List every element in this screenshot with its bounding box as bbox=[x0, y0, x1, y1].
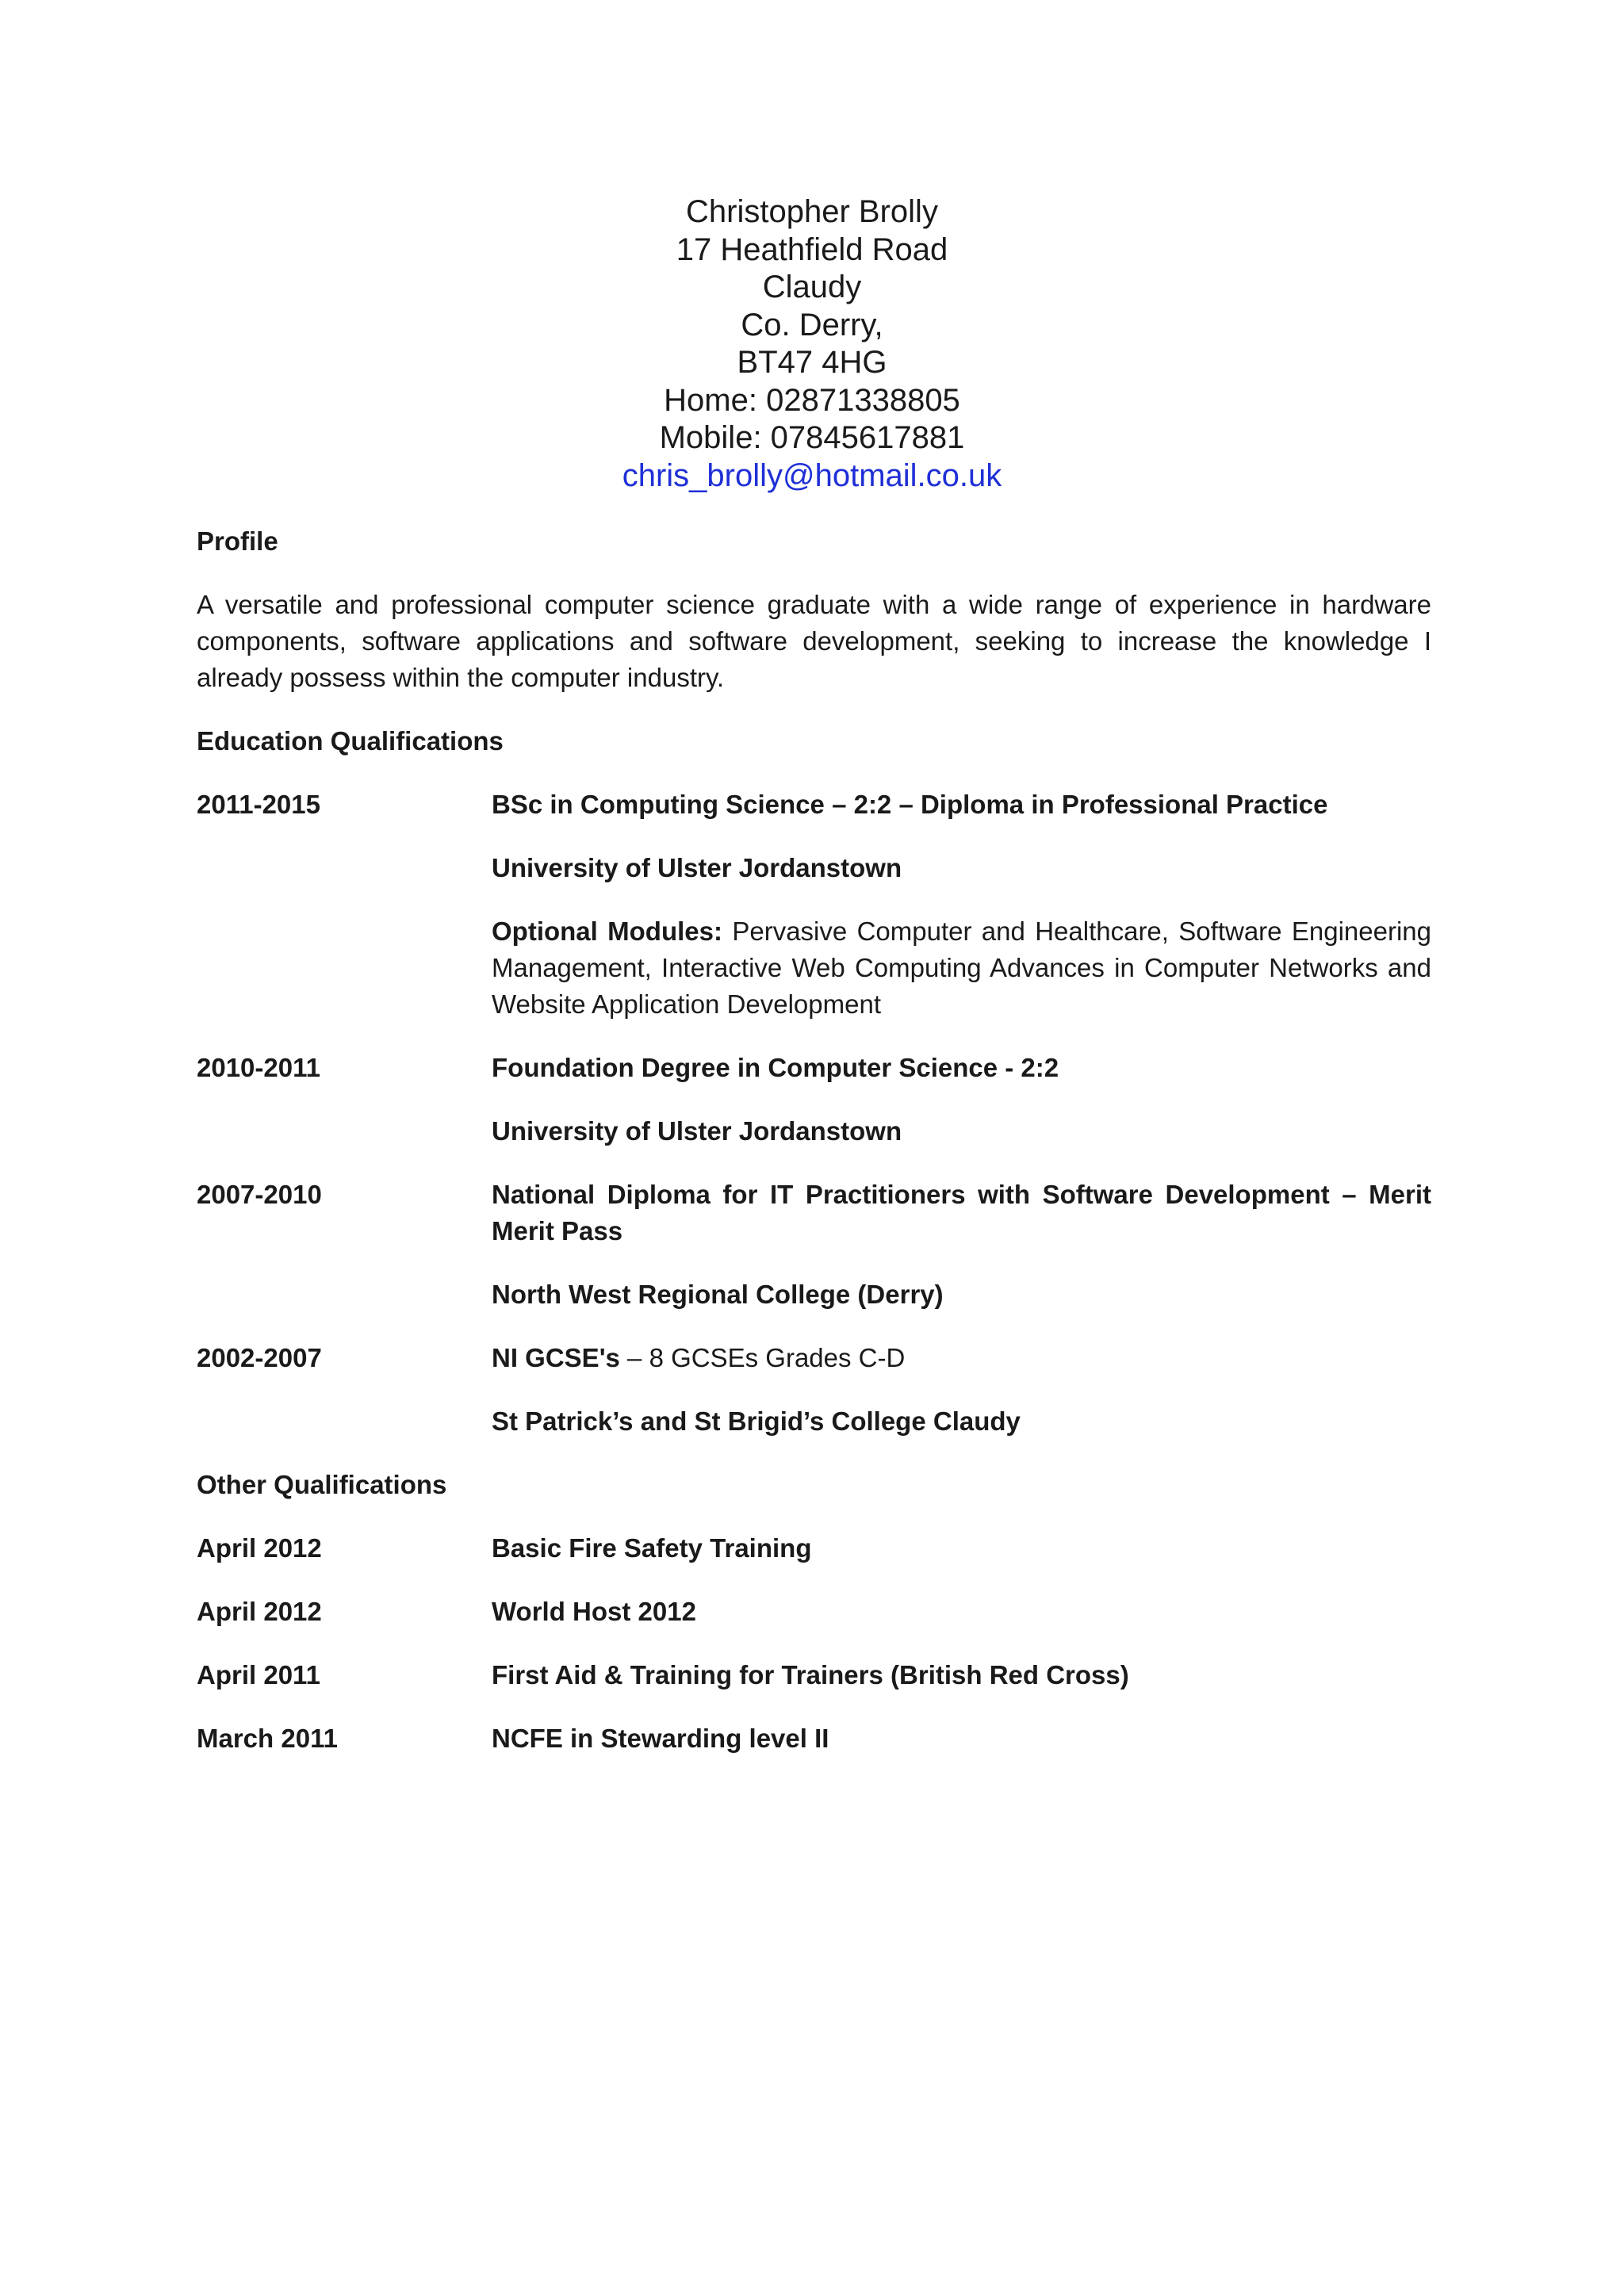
education-title-bold: NI GCSE's bbox=[492, 1343, 620, 1372]
profile-heading: Profile bbox=[197, 526, 278, 556]
education-entry bbox=[197, 786, 1431, 1023]
education-date: 2007-2010 bbox=[197, 1180, 322, 1209]
profile-text: A versatile and professional computer science graduate with a wide range of experience in hardware components, software applications and software development, seeking to increase the knowledge I already possess within the computer industry. bbox=[197, 590, 1431, 692]
other-title: Basic Fire Safety Training bbox=[492, 1533, 812, 1563]
contact-name: Christopher Brolly bbox=[686, 194, 938, 229]
postcode: BT47 4HG bbox=[737, 345, 887, 380]
other-date: April 2012 bbox=[197, 1533, 322, 1563]
other-title: World Host 2012 bbox=[492, 1597, 696, 1626]
other-date: March 2011 bbox=[197, 1724, 338, 1753]
education-date: 2002-2007 bbox=[197, 1343, 322, 1372]
address-line-3: Co. Derry, bbox=[741, 307, 883, 342]
education-date: 2011-2015 bbox=[197, 790, 320, 819]
other-entry bbox=[197, 1530, 1431, 1567]
education-title: National Diploma for IT Practitioners with Software Development – Merit Merit Pass bbox=[492, 1180, 1431, 1246]
mobile-phone: Mobile: 07845617881 bbox=[659, 420, 965, 455]
education-title bbox=[492, 1340, 1431, 1376]
education-heading: Education Qualifications bbox=[197, 726, 504, 756]
other-title: NCFE in Stewarding level II bbox=[492, 1724, 829, 1753]
education-title: Foundation Degree in Computer Science - 2:2 bbox=[492, 1053, 1059, 1082]
other-title: First Aid & Training for Trainers (British Red Cross) bbox=[492, 1660, 1129, 1689]
home-phone: Home: 02871338805 bbox=[664, 382, 960, 418]
education-institution: North West Regional College (Derry) bbox=[492, 1280, 944, 1309]
education-title-suffix: – 8 GCSEs Grades C-D bbox=[619, 1343, 906, 1372]
education-entry bbox=[197, 1177, 1431, 1313]
education-date: 2010-2011 bbox=[197, 1053, 320, 1082]
education-entry bbox=[197, 1340, 1431, 1440]
education-detail bbox=[492, 786, 1431, 1023]
contact-block bbox=[0, 193, 1624, 495]
education-institution: St Patrick’s and St Brigid’s College Claudy bbox=[492, 1406, 1021, 1436]
other-entry bbox=[197, 1594, 1431, 1630]
education-title: BSc in Computing Science – 2:2 – Diploma in Professional Practice bbox=[492, 790, 1328, 819]
education-detail bbox=[492, 1340, 1431, 1440]
other-entry bbox=[197, 1720, 1431, 1757]
modules-label: Optional Modules: bbox=[492, 916, 722, 946]
education-detail bbox=[492, 1050, 1431, 1150]
other-entry bbox=[197, 1657, 1431, 1693]
education-detail bbox=[492, 1177, 1431, 1313]
address-line-1: 17 Heathfield Road bbox=[676, 232, 948, 267]
other-date: April 2011 bbox=[197, 1660, 320, 1689]
modules-text: Pervasive Computer and Healthcare, Software Engineering Management, Interactive Web Computing Advances in Computer Networks and Website Application Development bbox=[492, 916, 1431, 1019]
other-qualifications-heading: Other Qualifications bbox=[197, 1470, 447, 1499]
cv-content bbox=[197, 523, 1431, 1784]
optional-modules bbox=[492, 913, 1431, 1023]
address-line-2: Claudy bbox=[762, 270, 862, 304]
education-institution: University of Ulster Jordanstown bbox=[492, 853, 902, 882]
education-entry bbox=[197, 1050, 1431, 1150]
email-link[interactable]: chris_brolly@hotmail.co.uk bbox=[622, 457, 1002, 493]
other-date: April 2012 bbox=[197, 1597, 322, 1626]
education-institution: University of Ulster Jordanstown bbox=[492, 1116, 902, 1146]
